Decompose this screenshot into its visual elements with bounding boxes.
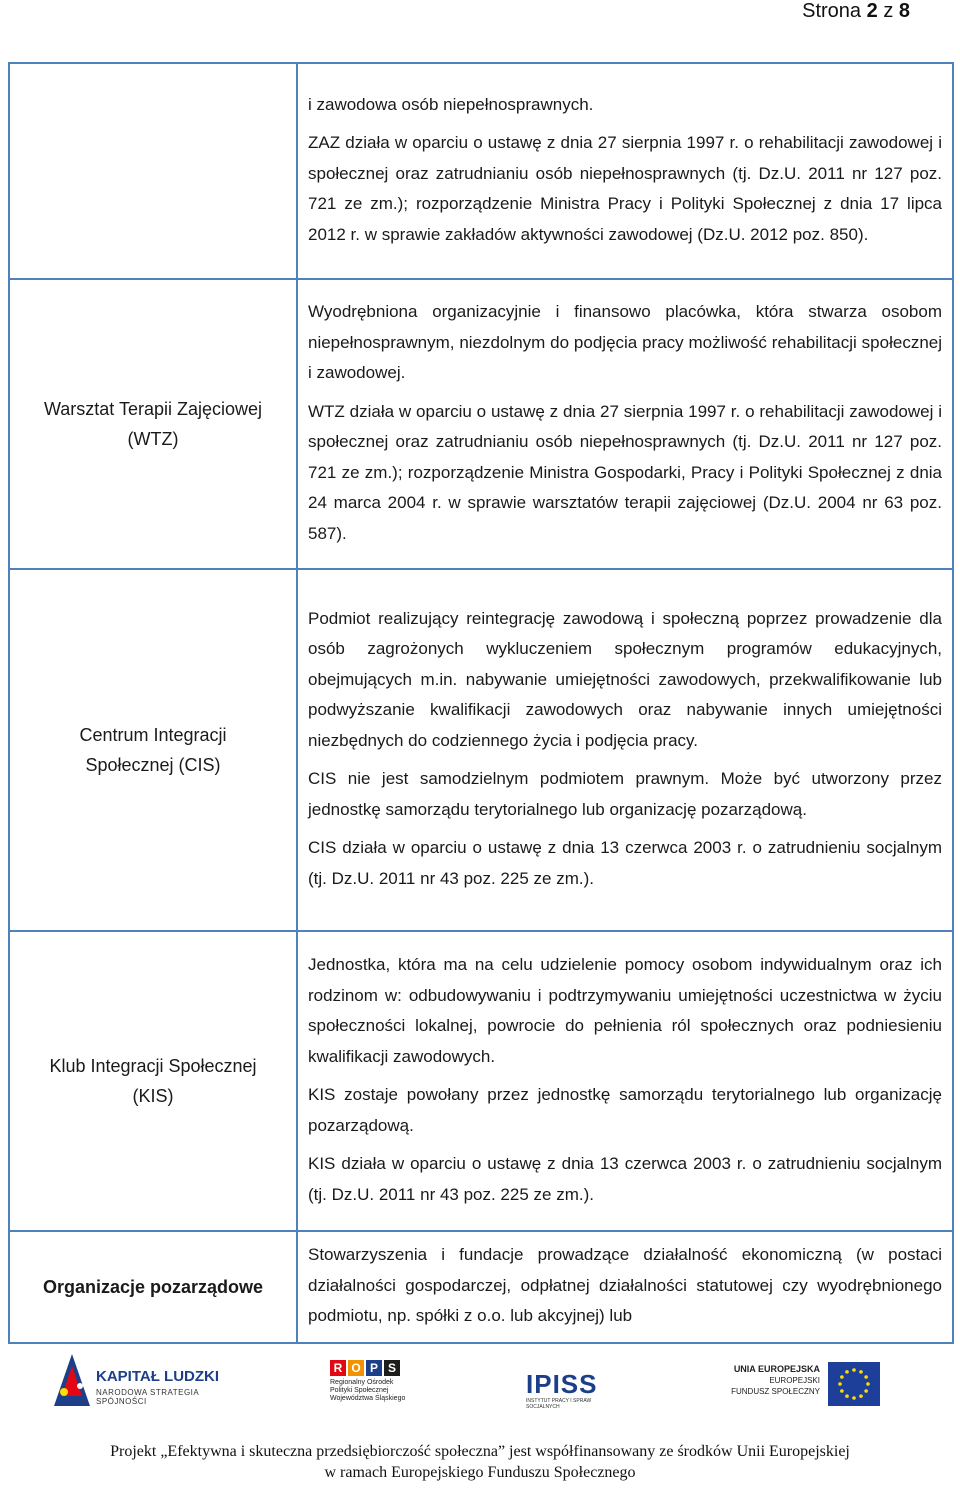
description-paragraph: CIS nie jest samodzielnym podmiotem prawnym. Może być utworzony przez jednostkę samorządu terytorialnego lub organizację pozarządową. [308, 769, 942, 819]
rops-letter: S [384, 1360, 400, 1376]
page-total: 8 [898, 0, 910, 22]
eu-star-icon [838, 1382, 842, 1386]
eu-star-icon [864, 1375, 868, 1379]
rops-logo [330, 1360, 430, 1416]
table-row [9, 63, 953, 279]
entity-name-cell [9, 63, 297, 279]
eu-star-icon [840, 1375, 844, 1379]
entity-name-cell [9, 1231, 297, 1343]
eu-star-icon [859, 1394, 863, 1398]
entity-description-cell [297, 569, 953, 931]
kapital-ludzki-mark-icon [52, 1352, 92, 1408]
page-current: 2 [866, 0, 878, 22]
eu-star-icon [845, 1370, 849, 1374]
rops-letter: O [348, 1360, 364, 1376]
entity-name-cell [9, 569, 297, 931]
description-paragraph: Wyodrębniona organizacyjnie i finansowo placówka, która stwarza osobom niepełnosprawnym, niezdolnym do podjęcia pracy możliwość rehabilitacji społecznej i zawodowej. [308, 302, 942, 382]
entity-name-line: Organizacje pozarządowe [42, 1277, 264, 1297]
entity-name-line: Centrum Integracji [79, 725, 227, 745]
description-paragraph: KIS zostaje powołany przez jednostkę samorządu terytorialnego lub organizację pozarządową. [308, 1085, 942, 1135]
entities-table [8, 62, 954, 1344]
ipiss-subtitle: INSTYTUT PRACY I SPRAW SOCJALNYCH [526, 1398, 592, 1410]
entity-name-cell [9, 931, 297, 1231]
entity-name-cell [9, 279, 297, 569]
table-row [9, 931, 953, 1231]
table-row [9, 279, 953, 569]
eu-star-icon [864, 1389, 868, 1393]
eu-star-icon [866, 1382, 870, 1386]
entity-name-line: Społecznej (CIS) [85, 755, 221, 775]
eu-star-icon [859, 1370, 863, 1374]
table-row [9, 569, 953, 931]
rops-text [330, 1379, 430, 1403]
page-number [802, 0, 910, 23]
entity-name-line: Warsztat Terapii Zajęciowej [43, 399, 263, 419]
description-paragraph: Stowarzyszenia i fundacje prowadzące działalność ekonomiczną (w postaci działalności gospodarczej, odpłatnej działalności statutowej czy wyodrębnionego podmiotu, np. spółki z o.o. lub akcyjnej) lub [308, 1245, 942, 1326]
rops-text-line: Regionalny Ośrodek [330, 1379, 394, 1386]
ipiss-title: IPISS [526, 1369, 598, 1399]
description-paragraph: CIS działa w oparciu o ustawę z dnia 13 czerwca 2003 r. o zatrudnieniu socjalnym (tj. Dz.U. 2011 nr 43 poz. 225 ze zm.). [308, 838, 942, 888]
description-paragraph: Jednostka, która ma na celu udzielenie pomocy osobom indywidualnym oraz ich rodzinom w: odbudowywaniu i podtrzymywaniu umiejętności uczestnictwa w życiu społeczności lokalnej, powrocie do pełnienia ról społecznych oraz podniesieniu kwalifikacji zawodowych. [308, 955, 942, 1066]
page-label: Strona [802, 0, 862, 22]
description-paragraph: Podmiot realizujący reintegrację zawodową i społeczną poprzez prowadzenie dla osób zagrożonych wykluczeniem społecznym programów edukacyjnych, obejmujących m.in. nabywanie umiejętności zawodowych, przekwalifikowanie lub podwyższanie kwalifikacji zawodowych oraz nabywanie innych umiejętności niezbędnych do codziennego życia i podjęcia pracy. [308, 608, 942, 750]
footer-logos [0, 1340, 960, 1420]
description-paragraph: i zawodowa osób niepełnosprawnych. [308, 94, 594, 114]
entity-name-line: (KIS) [132, 1086, 174, 1106]
eu-line3: FUNDUSZ SPOŁECZNY [731, 1387, 820, 1396]
rops-text-line: Województwa Śląskiego [330, 1395, 406, 1402]
eu-star-icon [852, 1396, 856, 1400]
table-row [9, 1231, 953, 1343]
eu-text [714, 1364, 820, 1397]
eu-star-icon [852, 1368, 856, 1372]
description-paragraph: WTZ działa w oparciu o ustawę z dnia 27 sierpnia 1997 r. o rehabilitacji zawodowej i społecznej oraz zatrudnianiu osób niepełnosprawnych (tj. Dz.U. 2011 nr 127 poz. 721 ze zm.); rozporządzenie Ministra Gospodarki, Pracy i Polityki Społecznej z dnia 24 marca 2004 r. w sprawie warsztatów terapii zajęciowej (Dz.U. 2004 nr 63 poz. 587). [308, 401, 942, 543]
eu-star-icon [840, 1389, 844, 1393]
kapital-ludzki-title: KAPITAŁ LUDZKI [96, 1368, 220, 1385]
kapital-ludzki-subtitle: NARODOWA STRATEGIA SPÓJNOŚCI [96, 1388, 199, 1406]
eu-line1: UNIA EUROPEJSKA [733, 1364, 820, 1374]
eu-flag-icon [828, 1362, 880, 1406]
footer-line-1: Projekt „Efektywna i skuteczna przedsiębiorczość społeczna” jest współfinansowany ze środków Unii Europejskiej [110, 1443, 850, 1460]
kapital-ludzki-logo [52, 1352, 252, 1412]
eu-star-icon [845, 1394, 849, 1398]
eu-logo [714, 1362, 884, 1412]
ipiss-logo [526, 1370, 626, 1414]
rops-letter: R [330, 1360, 346, 1376]
rops-letters [330, 1360, 430, 1376]
description-paragraph: ZAZ działa w oparciu o ustawę z dnia 27 sierpnia 1997 r. o rehabilitacji zawodowej i społecznej oraz zatrudnianiu osób niepełnosprawnych (tj. Dz.U. 2011 nr 127 poz. 721 ze zm.); rozporządzenie Ministra Pracy i Polityki Społecznej z dnia 17 lipca 2012 r. w sprawie zakładów aktywności zawodowej (Dz.U. 2012 poz. 850). [308, 133, 942, 244]
page-separator: z [883, 0, 894, 22]
description-paragraph: KIS działa w oparciu o ustawę z dnia 13 czerwca 2003 r. o zatrudnieniu socjalnym (tj. Dz.U. 2011 nr 43 poz. 225 ze zm.). [308, 1154, 942, 1204]
entity-description-cell [297, 1231, 953, 1343]
rops-letter: P [366, 1360, 382, 1376]
entity-description-cell [297, 63, 953, 279]
entity-description-cell [297, 279, 953, 569]
footer-line-2: w ramach Europejskiego Funduszu Społecznego [324, 1464, 636, 1481]
entity-description-cell [297, 931, 953, 1231]
rops-text-line: Polityki Społecznej [330, 1387, 389, 1394]
entity-name-line: Klub Integracji Społecznej [49, 1056, 257, 1076]
entity-name-line: (WTZ) [127, 429, 179, 449]
eu-line2: EUROPEJSKI [769, 1376, 820, 1385]
